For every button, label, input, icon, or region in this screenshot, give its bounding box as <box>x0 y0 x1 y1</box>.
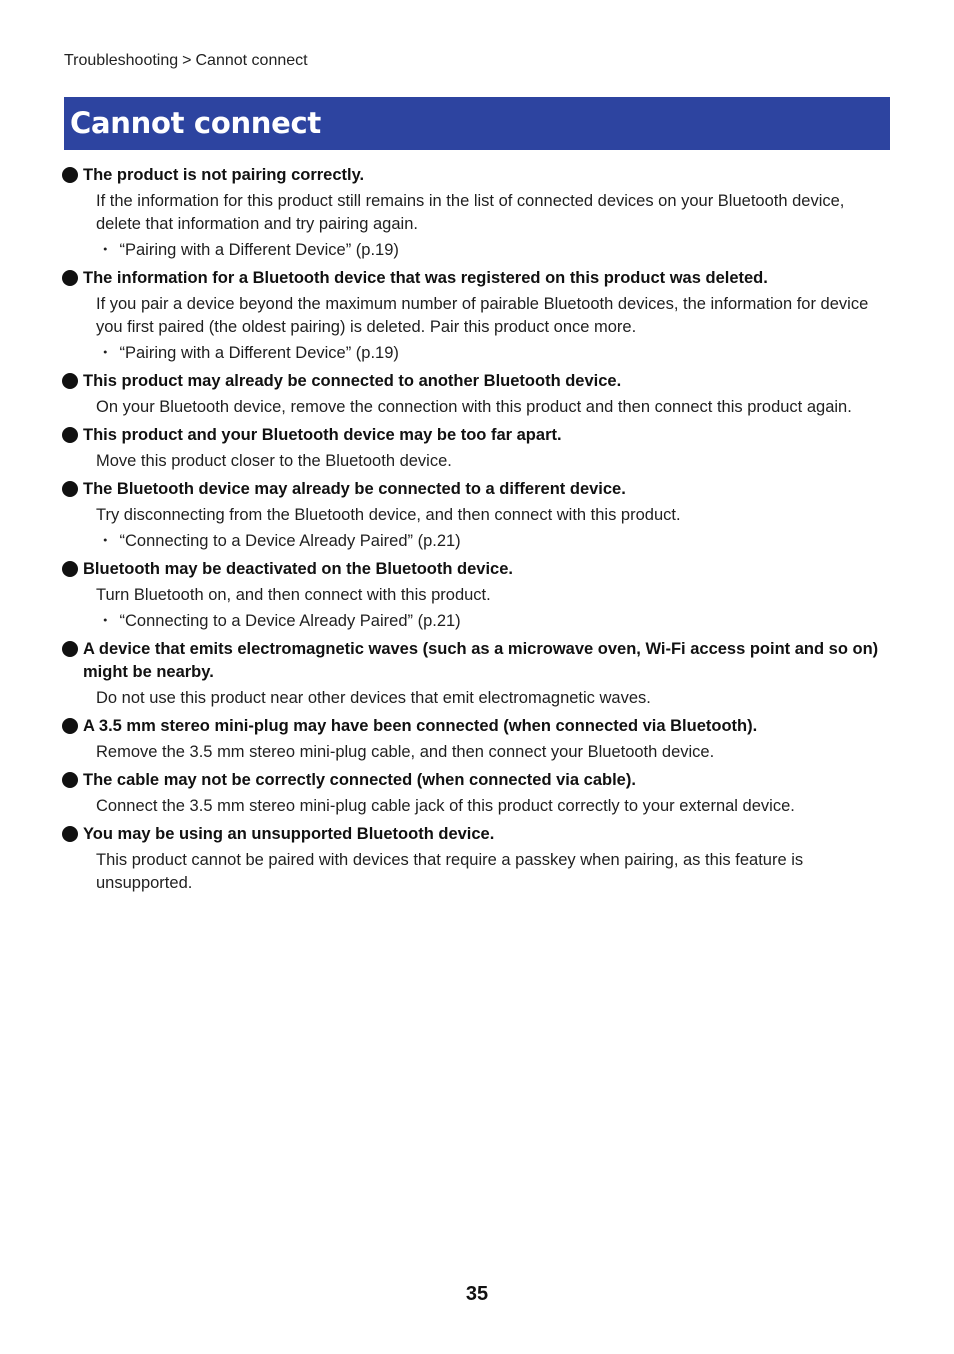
bullet-dot-icon <box>62 270 78 286</box>
issue-description: This product cannot be paired with devices that require a passkey when pairing, as this feature is unsupported. <box>96 851 804 892</box>
cross-reference <box>62 342 892 365</box>
issue-item <box>62 267 892 365</box>
reference-bullet: ・ <box>97 532 114 550</box>
reference-bullet: ・ <box>97 612 114 630</box>
bullet-dot-icon <box>62 373 78 389</box>
breadcrumb-current: Cannot connect <box>195 52 308 69</box>
issue-title: A 3.5 mm stereo mini-plug may have been connected (when connected via Bluetooth). <box>83 717 758 735</box>
issue-item <box>62 638 892 710</box>
issue-title: The information for a Bluetooth device that was registered on this product was deleted. <box>83 269 768 287</box>
issue-title: The cable may not be correctly connected (when connected via cable). <box>83 771 636 789</box>
issue-description: Do not use this product near other devices that emit electromagnetic waves. <box>96 689 651 707</box>
issue-title: A device that emits electromagnetic waves (such as a microwave oven, Wi-Fi access point and so on) might be nearby. <box>83 640 879 681</box>
page-title-bar <box>64 97 890 150</box>
issue-item <box>62 424 892 473</box>
reference-link[interactable]: “Pairing with a Different Device” (p.19) <box>119 241 399 259</box>
issue-description: Remove the 3.5 mm stereo mini-plug cable, and then connect your Bluetooth device. <box>96 743 715 761</box>
bullet-dot-icon <box>62 167 78 183</box>
bullet-dot-icon <box>62 718 78 734</box>
reference-bullet: ・ <box>97 344 114 362</box>
issue-title: This product may already be connected to another Bluetooth device. <box>83 372 622 390</box>
issue-description: On your Bluetooth device, remove the connection with this product and then connect this product again. <box>96 398 852 416</box>
bullet-dot-icon <box>62 561 78 577</box>
cross-reference <box>62 530 892 553</box>
issue-item <box>62 715 892 764</box>
issue-description: If the information for this product still remains in the list of connected devices on your Bluetooth device, delete that information and try pairing again. <box>96 192 845 233</box>
issue-description: Connect the 3.5 mm stereo mini-plug cable jack of this product correctly to your external device. <box>96 797 795 815</box>
breadcrumb-separator: > <box>182 52 192 69</box>
issue-item <box>62 370 892 419</box>
issue-item <box>62 164 892 262</box>
page-number: 35 <box>465 1283 489 1305</box>
issue-item <box>62 823 892 895</box>
reference-link[interactable]: “Pairing with a Different Device” (p.19) <box>119 344 399 362</box>
page-title: Cannot connect <box>70 106 321 140</box>
issue-title: Bluetooth may be deactivated on the Bluetooth device. <box>83 560 513 578</box>
bullet-dot-icon <box>62 826 78 842</box>
issue-description: Move this product closer to the Bluetooth device. <box>96 452 452 470</box>
bullet-dot-icon <box>62 641 78 657</box>
issue-item <box>62 769 892 818</box>
issue-description: Turn Bluetooth on, and then connect with this product. <box>96 586 491 604</box>
breadcrumb-parent-link[interactable]: Troubleshooting <box>64 52 179 69</box>
issue-item <box>62 558 892 633</box>
reference-bullet: ・ <box>97 241 114 259</box>
cross-reference <box>62 239 892 262</box>
bullet-dot-icon <box>62 772 78 788</box>
troubleshooting-list <box>62 164 892 900</box>
reference-link[interactable]: “Connecting to a Device Already Paired” (p.21) <box>119 612 461 630</box>
issue-item <box>62 478 892 553</box>
bullet-dot-icon <box>62 427 78 443</box>
issue-title: The product is not pairing correctly. <box>83 166 365 184</box>
cross-reference <box>62 610 892 633</box>
issue-description: If you pair a device beyond the maximum number of pairable Bluetooth devices, the information for device you first paired (the oldest pairing) is deleted. Pair this product once more. <box>96 295 869 336</box>
breadcrumb <box>64 52 308 70</box>
issue-title: You may be using an unsupported Bluetooth device. <box>83 825 495 843</box>
issue-description: Try disconnecting from the Bluetooth device, and then connect with this product. <box>96 506 681 524</box>
bullet-dot-icon <box>62 481 78 497</box>
issue-title: The Bluetooth device may already be connected to a different device. <box>83 480 626 498</box>
issue-title: This product and your Bluetooth device may be too far apart. <box>83 426 562 444</box>
reference-link[interactable]: “Connecting to a Device Already Paired” (p.21) <box>119 532 461 550</box>
